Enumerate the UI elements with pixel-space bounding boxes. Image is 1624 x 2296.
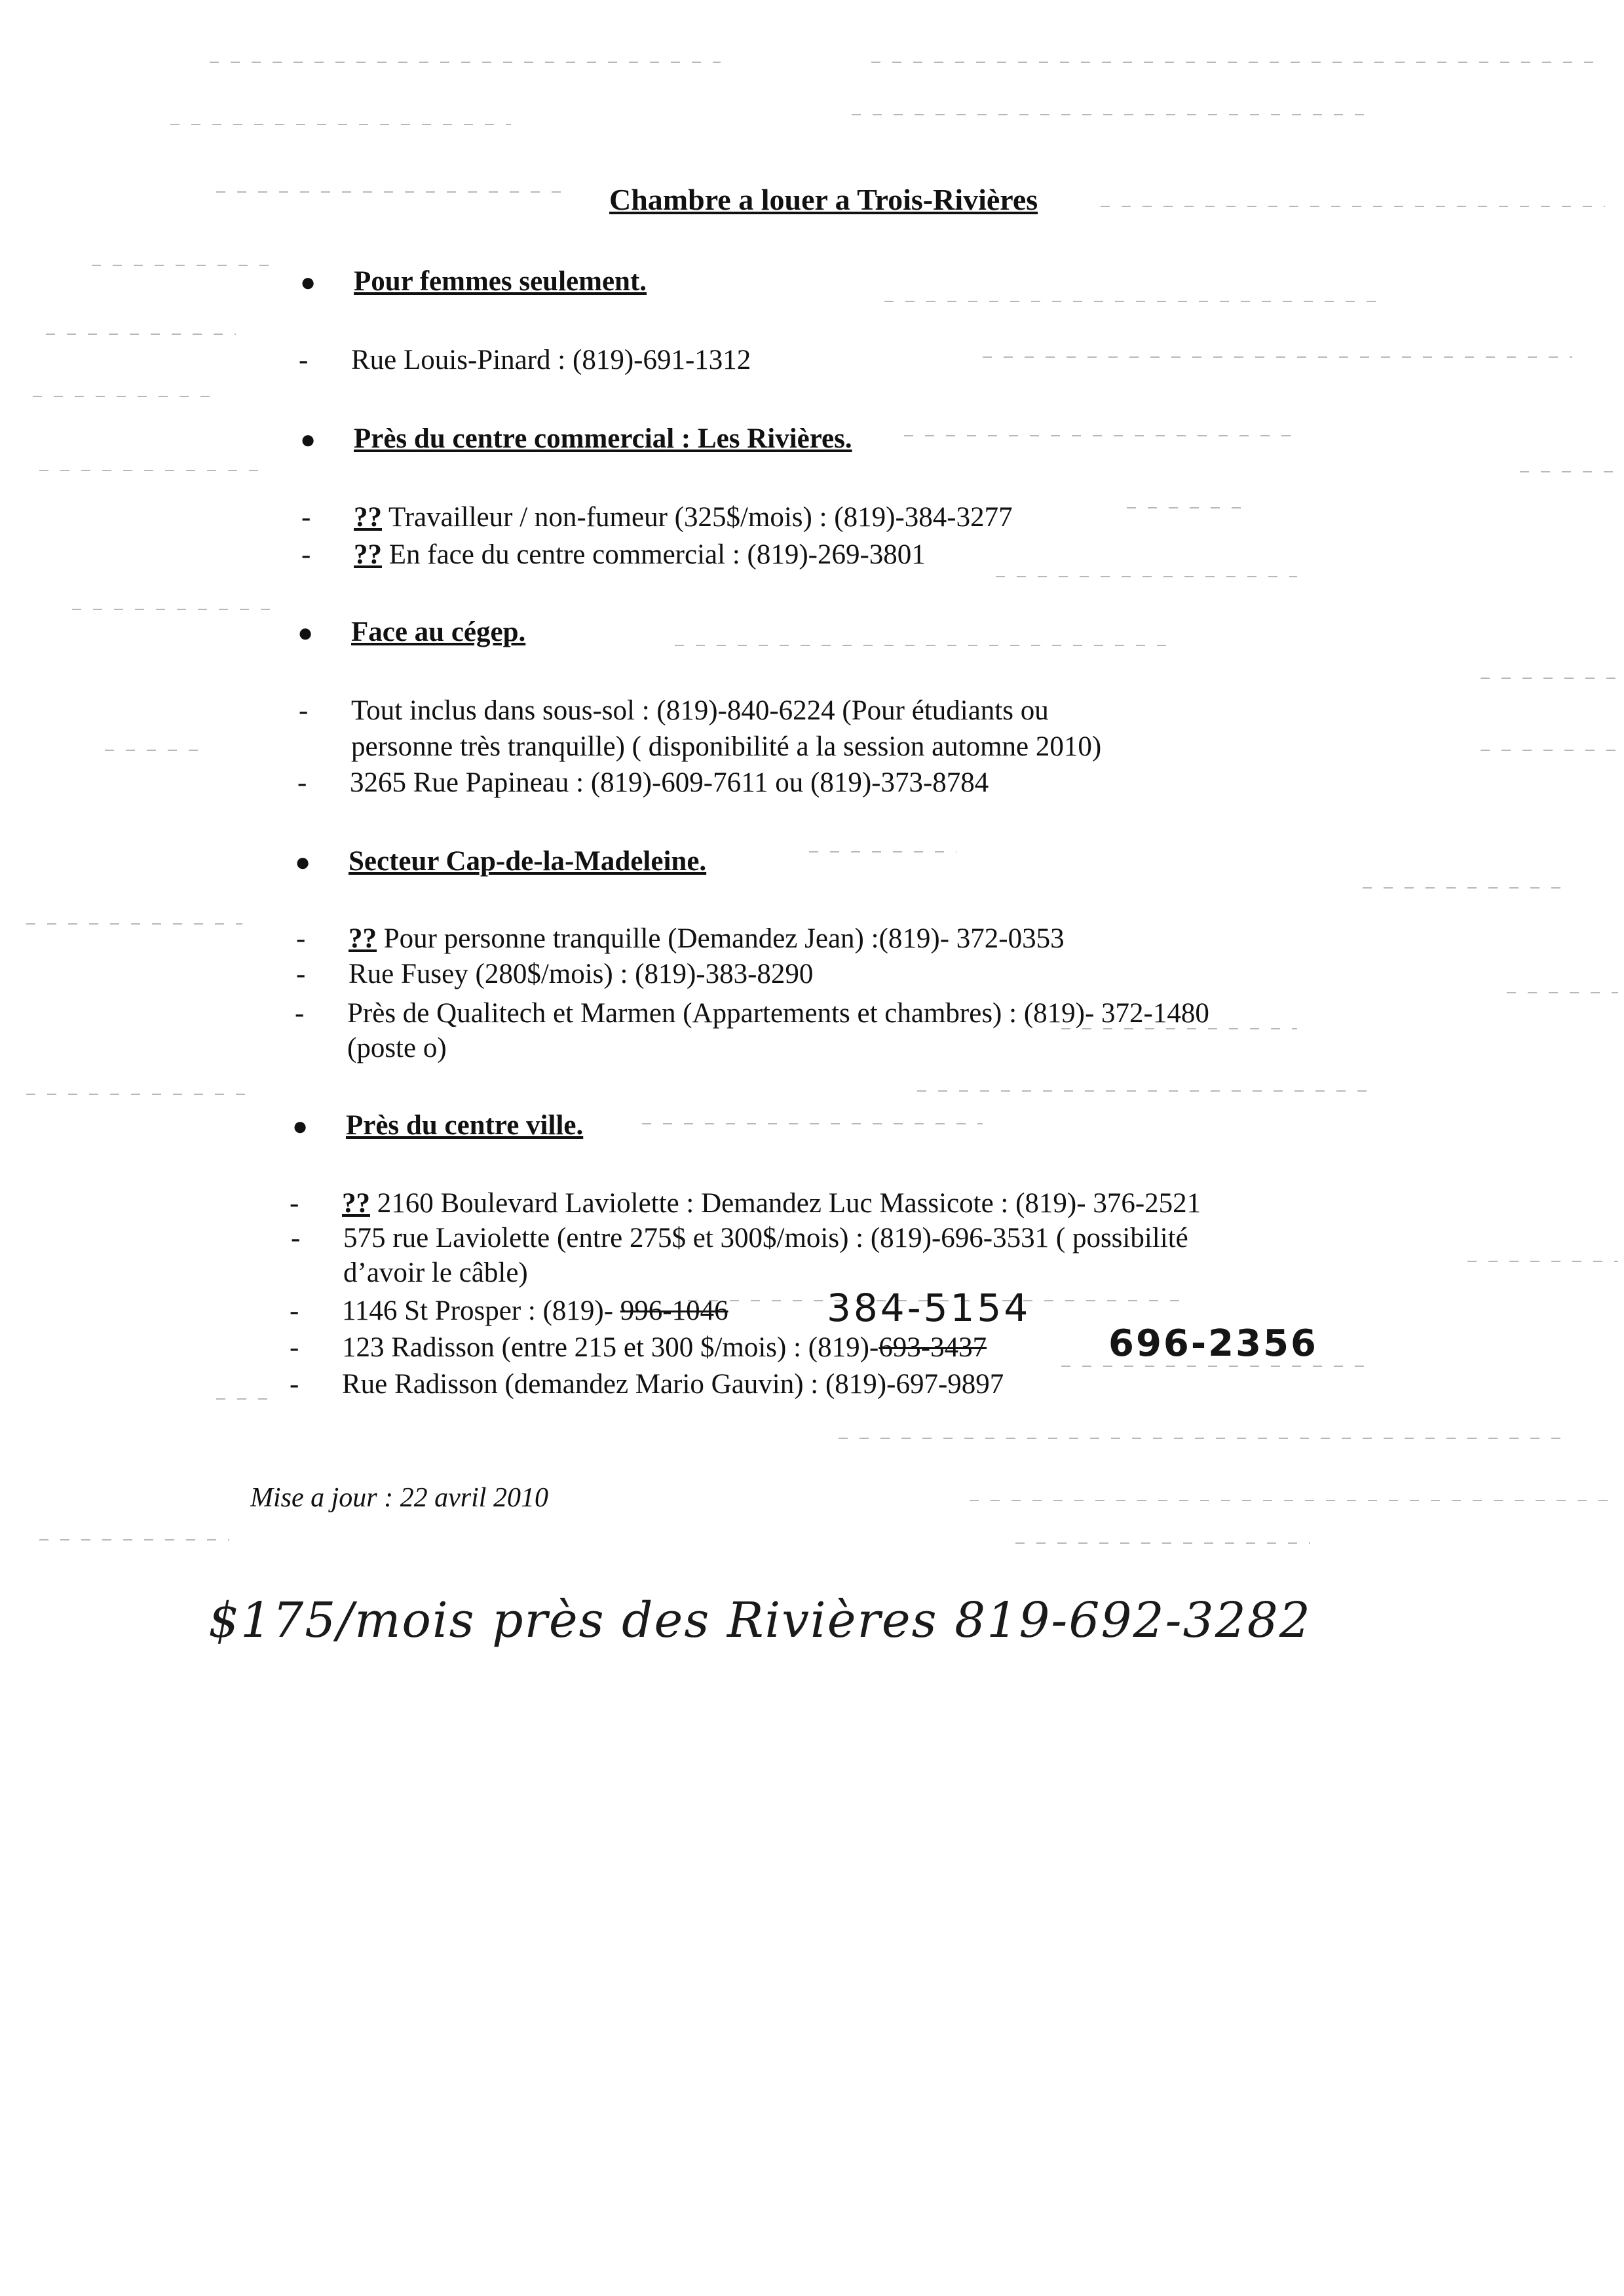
section-heading [292, 1109, 584, 1141]
handwritten-phone: 384-5154 [827, 1286, 1031, 1330]
question-mark: ?? [342, 1188, 370, 1219]
list-item-text: 575 rue Laviolette (entre 275$ et 300$/mois) : (819)-696-3531 ( possibilité [343, 1223, 1188, 1253]
list-item [301, 501, 1013, 533]
bullet-icon: ● [297, 618, 314, 647]
dash-icon: - [297, 767, 307, 798]
bullet-icon: ● [300, 425, 316, 454]
dash-icon: - [295, 998, 305, 1029]
list-item-text: Rue Louis-Pinard : (819)-691-1312 [351, 345, 751, 375]
list-item-continuation: personne très tranquille) ( disponibilité a la session automne 2010) [351, 731, 1102, 762]
list-item [290, 1286, 1031, 1330]
list-item [299, 695, 1049, 727]
list-item-continuation: d’avoir le câble) [343, 1257, 528, 1288]
struck-phone: 693-3437 [878, 1332, 987, 1363]
struck-phone: 996-1046 [620, 1295, 728, 1326]
list-item-text: 123 Radisson (entre 215 et 300 $/mois) : (819)- [342, 1332, 879, 1363]
question-mark: ?? [354, 502, 382, 533]
list-item [299, 344, 751, 376]
question-mark: ?? [354, 539, 382, 570]
dash-icon: - [299, 345, 309, 375]
section-heading-text: Secteur Cap-de-la-Madeleine. [349, 846, 707, 877]
list-item-text: 2160 Boulevard Laviolette : Demandez Luc Massicote : (819)- 376-2521 [370, 1188, 1201, 1219]
question-mark: ?? [349, 923, 377, 954]
dash-icon: - [290, 1295, 299, 1326]
list-item [301, 539, 926, 571]
list-item [290, 1322, 1318, 1365]
dash-icon: - [296, 959, 306, 989]
dash-icon: - [290, 1369, 299, 1400]
dash-icon: - [301, 502, 311, 533]
section-heading [295, 845, 707, 877]
list-item [295, 997, 1209, 1029]
section-heading [300, 265, 647, 297]
dash-icon: - [299, 695, 309, 726]
dash-icon: - [290, 1188, 299, 1219]
bullet-icon: ● [295, 847, 311, 877]
bullet-icon: ● [292, 1111, 309, 1141]
handwritten-phone: 696-2356 [1108, 1322, 1318, 1365]
list-item-text: 1146 St Prosper : (819)- [342, 1295, 620, 1326]
list-item-text: Rue Fusey (280$/mois) : (819)-383-8290 [349, 959, 814, 989]
dash-icon: - [301, 539, 311, 570]
list-item [290, 1187, 1201, 1219]
page-title: Chambre a louer a Trois-Rivières [609, 183, 1038, 216]
dash-icon: - [291, 1223, 301, 1253]
section-heading-text: Près du centre commercial : Les Rivières. [354, 423, 852, 454]
dash-icon: - [290, 1332, 299, 1363]
dash-icon: - [296, 923, 306, 954]
bullet-icon: ● [300, 267, 316, 297]
section-heading-text: Face au cégep. [351, 617, 526, 647]
section-heading-text: Près du centre ville. [346, 1110, 584, 1141]
section-heading [300, 423, 852, 455]
list-item-text: En face du centre commercial : (819)-269-3801 [382, 539, 926, 570]
list-item [291, 1222, 1188, 1254]
list-item-text: Travailleur / non-fumeur (325$/mois) : (819)-384-3277 [382, 502, 1013, 533]
list-item-text: Pour personne tranquille (Demandez Jean) :(819)- 372-0353 [377, 923, 1065, 954]
list-item-text: Près de Qualitech et Marmen (Appartements et chambres) : (819)- 372-1480 [347, 998, 1209, 1029]
list-item [296, 958, 814, 990]
section-heading [297, 616, 526, 648]
list-item-continuation: (poste o) [347, 1033, 447, 1063]
section-heading-text: Pour femmes seulement. [354, 266, 647, 297]
list-item-text: Rue Radisson (demandez Mario Gauvin) : (819)-697-9897 [342, 1369, 1004, 1400]
list-item [297, 767, 989, 799]
list-item-text: Tout inclus dans sous-sol : (819)-840-6224 (Pour étudiants ou [351, 695, 1049, 726]
list-item-text: 3265 Rue Papineau : (819)-609-7611 ou (819)-373-8784 [350, 767, 989, 798]
list-item [296, 923, 1065, 955]
update-date: Mise a jour : 22 avril 2010 [250, 1483, 548, 1513]
handwritten-note: $175/mois près des Rivières 819-692-3282 [208, 1592, 1312, 1649]
list-item [290, 1368, 1004, 1400]
